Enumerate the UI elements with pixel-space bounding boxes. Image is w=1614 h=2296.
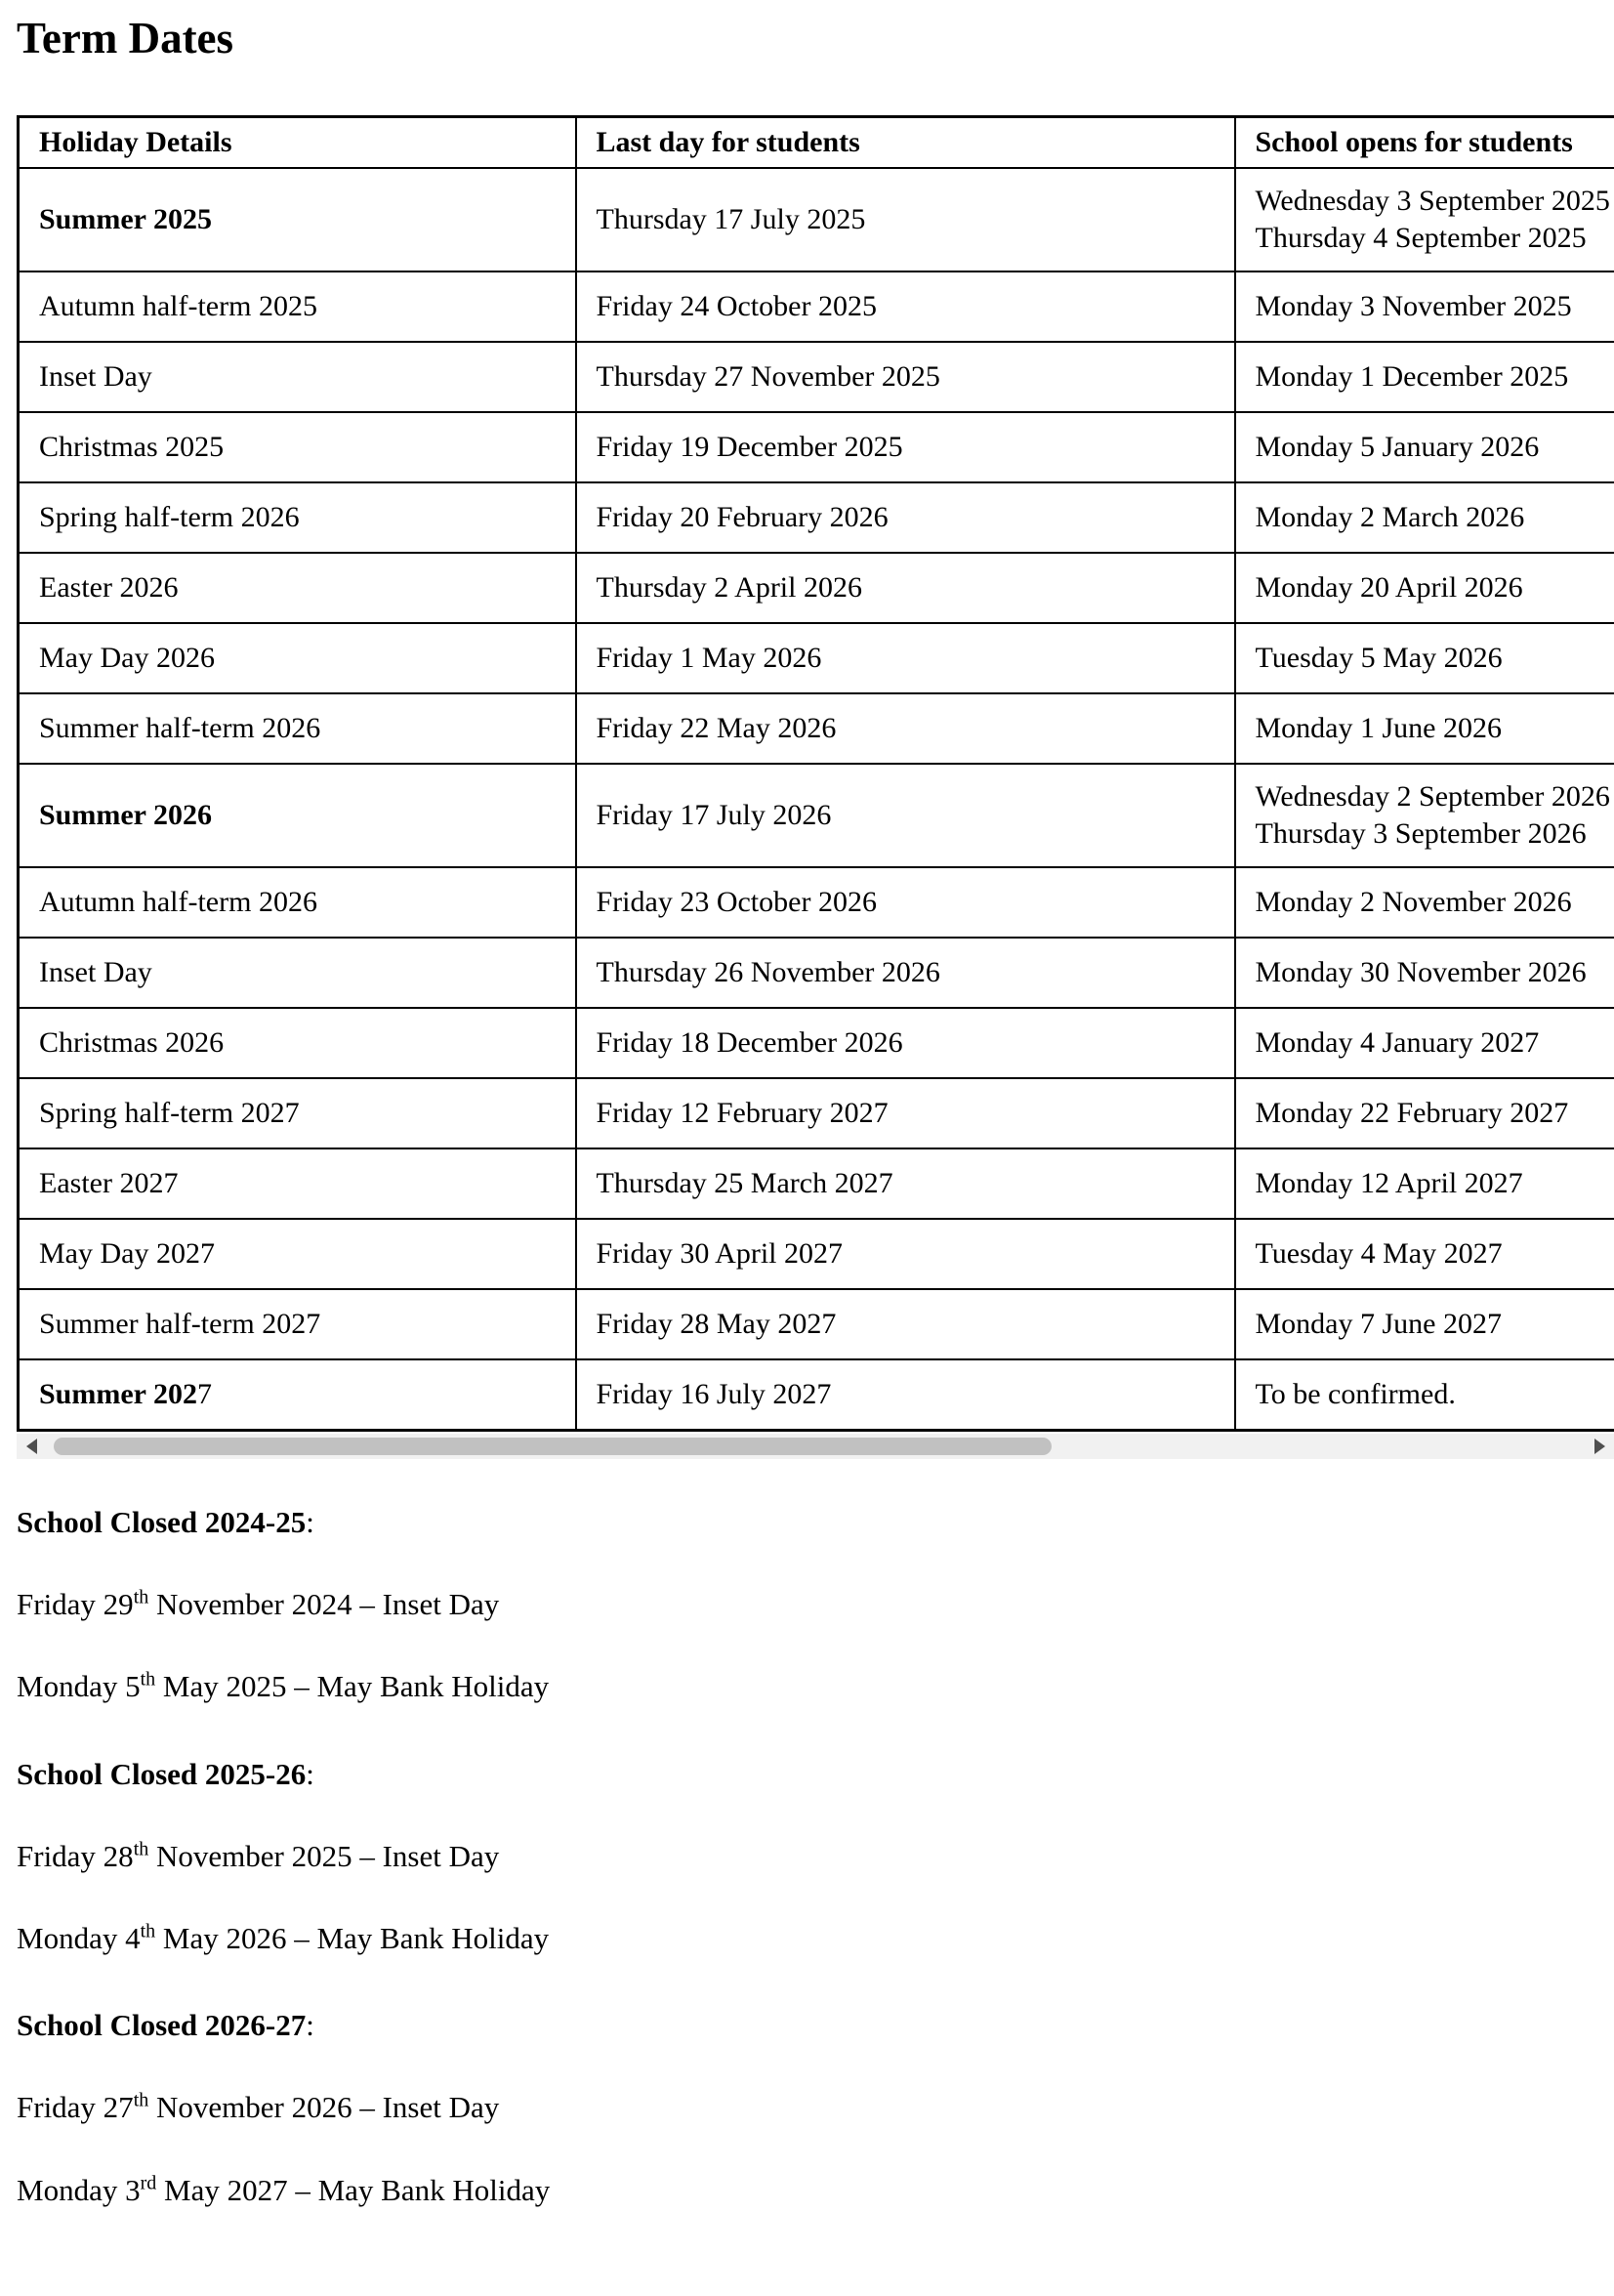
table-row xyxy=(19,1078,1614,1148)
last-day-cell: Friday 23 October 2026 xyxy=(576,867,1235,938)
holiday-details-cell xyxy=(19,168,576,271)
holiday-details-cell xyxy=(19,1219,576,1289)
closed-date-item: Friday 29th November 2024 – Inset Day xyxy=(17,1586,1614,1622)
school-closed-heading-colon: : xyxy=(306,1757,314,1791)
last-day-cell: Friday 16 July 2027 xyxy=(576,1359,1235,1431)
holiday-details-cell xyxy=(19,1078,576,1148)
holiday-name: Spring half-term 2027 xyxy=(39,1097,300,1129)
last-day-cell: Friday 20 February 2026 xyxy=(576,482,1235,553)
school-opens-line: Monday 7 June 2027 xyxy=(1256,1306,1614,1343)
header-holiday-details: Holiday Details xyxy=(19,117,576,169)
ordinal-suffix: th xyxy=(134,2090,149,2111)
table-row xyxy=(19,938,1614,1008)
school-opens-line: Monday 20 April 2026 xyxy=(1256,569,1614,606)
closed-date-item: Monday 3rd May 2027 – May Bank Holiday xyxy=(17,2172,1614,2208)
last-day-cell: Friday 24 October 2025 xyxy=(576,271,1235,342)
school-opens-line: Wednesday 2 September 2026 xyxy=(1256,778,1614,815)
closed-date-item: Monday 4th May 2026 – May Bank Holiday xyxy=(17,1920,1614,1956)
table-row xyxy=(19,1359,1614,1431)
school-closed-section xyxy=(17,1504,1614,1705)
holiday-details-cell xyxy=(19,342,576,412)
ordinal-suffix: th xyxy=(134,1587,149,1608)
school-opens-line: Monday 1 December 2025 xyxy=(1256,358,1614,396)
last-day-cell: Thursday 2 April 2026 xyxy=(576,553,1235,623)
table-row xyxy=(19,623,1614,693)
holiday-name: Easter 2027 xyxy=(39,1167,178,1199)
holiday-name: Summer half-term 2027 xyxy=(39,1308,320,1340)
school-opens-cell xyxy=(1235,764,1614,867)
holiday-details-cell xyxy=(19,482,576,553)
school-opens-line: Monday 22 February 2027 xyxy=(1256,1095,1614,1132)
last-day-cell: Friday 28 May 2027 xyxy=(576,1289,1235,1359)
school-opens-cell xyxy=(1235,1148,1614,1219)
school-closed-sections xyxy=(17,1504,1614,2208)
last-day-cell: Thursday 25 March 2027 xyxy=(576,1148,1235,1219)
term-dates-table-viewport xyxy=(17,115,1614,1432)
holiday-name: Spring half-term 2026 xyxy=(39,501,300,533)
last-day-cell: Friday 19 December 2025 xyxy=(576,412,1235,482)
school-opens-line: Thursday 4 September 2025 xyxy=(1256,220,1614,257)
holiday-name-bold: Summer 2026 xyxy=(39,799,212,831)
school-opens-cell xyxy=(1235,867,1614,938)
holiday-details-cell xyxy=(19,938,576,1008)
closed-date-item: Friday 28th November 2025 – Inset Day xyxy=(17,1838,1614,1874)
table-row xyxy=(19,482,1614,553)
horizontal-scrollbar[interactable] xyxy=(17,1434,1614,1459)
table-row xyxy=(19,1219,1614,1289)
holiday-name: Autumn half-term 2025 xyxy=(39,290,317,322)
school-opens-cell xyxy=(1235,1219,1614,1289)
table-row xyxy=(19,553,1614,623)
school-opens-line: Monday 2 March 2026 xyxy=(1256,499,1614,536)
school-opens-line: Monday 3 November 2025 xyxy=(1256,288,1614,325)
school-opens-cell xyxy=(1235,938,1614,1008)
holiday-details-cell xyxy=(19,1289,576,1359)
school-opens-line: Monday 1 June 2026 xyxy=(1256,710,1614,747)
school-opens-line: Monday 4 January 2027 xyxy=(1256,1024,1614,1062)
holiday-name: Christmas 2025 xyxy=(39,431,224,463)
school-opens-cell xyxy=(1235,168,1614,271)
last-day-cell: Friday 30 April 2027 xyxy=(576,1219,1235,1289)
school-closed-heading xyxy=(17,1504,1614,1540)
school-opens-line: Thursday 3 September 2026 xyxy=(1256,815,1614,853)
holiday-details-cell xyxy=(19,1359,576,1431)
scroll-right-button[interactable] xyxy=(1585,1434,1614,1459)
holiday-name: Inset Day xyxy=(39,360,152,393)
last-day-cell: Thursday 26 November 2026 xyxy=(576,938,1235,1008)
school-closed-section xyxy=(17,2007,1614,2208)
holiday-details-cell xyxy=(19,1148,576,1219)
school-opens-cell xyxy=(1235,271,1614,342)
holiday-name: Autumn half-term 2026 xyxy=(39,886,317,918)
school-opens-line: Tuesday 5 May 2026 xyxy=(1256,640,1614,677)
school-opens-cell xyxy=(1235,693,1614,764)
school-opens-cell xyxy=(1235,412,1614,482)
table-row xyxy=(19,342,1614,412)
school-opens-line: Monday 2 November 2026 xyxy=(1256,884,1614,921)
ordinal-suffix: th xyxy=(141,1921,156,1942)
term-dates-table xyxy=(17,115,1614,1432)
school-closed-heading xyxy=(17,2007,1614,2043)
ordinal-suffix: th xyxy=(134,1838,149,1859)
school-opens-line: Monday 12 April 2027 xyxy=(1256,1165,1614,1202)
table-header-row xyxy=(19,117,1614,169)
page-title: Term Dates xyxy=(17,12,1614,64)
right-arrow-icon xyxy=(1594,1439,1605,1454)
last-day-cell: Thursday 17 July 2025 xyxy=(576,168,1235,271)
school-opens-line: Monday 5 January 2026 xyxy=(1256,429,1614,466)
header-last-day: Last day for students xyxy=(576,117,1235,169)
ordinal-suffix: th xyxy=(141,1669,156,1691)
school-closed-heading-colon: : xyxy=(306,1505,314,1539)
holiday-name: Inset Day xyxy=(39,956,152,988)
holiday-name: Summer half-term 2026 xyxy=(39,712,320,744)
page xyxy=(0,12,1614,2296)
closed-date-item: Friday 27th November 2026 – Inset Day xyxy=(17,2089,1614,2125)
holiday-name: Easter 2026 xyxy=(39,571,178,604)
holiday-details-cell xyxy=(19,553,576,623)
holiday-details-cell xyxy=(19,271,576,342)
school-closed-heading-text: School Closed 2024-25 xyxy=(17,1505,306,1539)
school-closed-heading-text: School Closed 2025-26 xyxy=(17,1757,306,1791)
school-opens-cell xyxy=(1235,342,1614,412)
school-closed-heading-text: School Closed 2026-27 xyxy=(17,2008,306,2042)
last-day-cell: Friday 22 May 2026 xyxy=(576,693,1235,764)
school-opens-line: Tuesday 4 May 2027 xyxy=(1256,1235,1614,1273)
school-opens-cell xyxy=(1235,1008,1614,1078)
school-opens-cell xyxy=(1235,482,1614,553)
school-opens-line: Monday 30 November 2026 xyxy=(1256,954,1614,991)
table-row xyxy=(19,764,1614,867)
table-row xyxy=(19,1148,1614,1219)
school-opens-cell xyxy=(1235,623,1614,693)
table-row xyxy=(19,168,1614,271)
scroll-left-button[interactable] xyxy=(17,1434,46,1459)
holiday-name-bold: Summer 202 xyxy=(39,1378,197,1410)
table-row xyxy=(19,867,1614,938)
school-closed-heading xyxy=(17,1756,1614,1792)
holiday-details-cell xyxy=(19,693,576,764)
holiday-name-bold: Summer 2025 xyxy=(39,203,212,235)
school-opens-cell xyxy=(1235,1359,1614,1431)
holiday-details-cell xyxy=(19,867,576,938)
table-row xyxy=(19,1008,1614,1078)
school-opens-cell xyxy=(1235,1078,1614,1148)
table-row xyxy=(19,693,1614,764)
holiday-name: May Day 2026 xyxy=(39,642,215,674)
table-row xyxy=(19,412,1614,482)
left-arrow-icon xyxy=(26,1439,37,1454)
school-opens-cell xyxy=(1235,553,1614,623)
ordinal-suffix: rd xyxy=(141,2172,157,2193)
holiday-details-cell xyxy=(19,1008,576,1078)
school-opens-cell xyxy=(1235,1289,1614,1359)
holiday-details-cell xyxy=(19,764,576,867)
holiday-name: May Day 2027 xyxy=(39,1237,215,1270)
holiday-name: 7 xyxy=(197,1378,212,1410)
header-school-opens: School opens for students xyxy=(1235,117,1614,169)
holiday-details-cell xyxy=(19,623,576,693)
table-row xyxy=(19,1289,1614,1359)
closed-date-item: Monday 5th May 2025 – May Bank Holiday xyxy=(17,1668,1614,1704)
last-day-cell: Friday 1 May 2026 xyxy=(576,623,1235,693)
table-row xyxy=(19,271,1614,342)
school-opens-line: Wednesday 3 September 2025 xyxy=(1256,183,1614,220)
school-closed-section xyxy=(17,1756,1614,1957)
scrollbar-thumb[interactable] xyxy=(54,1438,1052,1455)
school-closed-heading-colon: : xyxy=(306,2008,314,2042)
holiday-name: Christmas 2026 xyxy=(39,1026,224,1059)
school-opens-line: To be confirmed. xyxy=(1256,1376,1614,1413)
holiday-details-cell xyxy=(19,412,576,482)
last-day-cell: Friday 17 July 2026 xyxy=(576,764,1235,867)
last-day-cell: Friday 12 February 2027 xyxy=(576,1078,1235,1148)
last-day-cell: Friday 18 December 2026 xyxy=(576,1008,1235,1078)
last-day-cell: Thursday 27 November 2025 xyxy=(576,342,1235,412)
